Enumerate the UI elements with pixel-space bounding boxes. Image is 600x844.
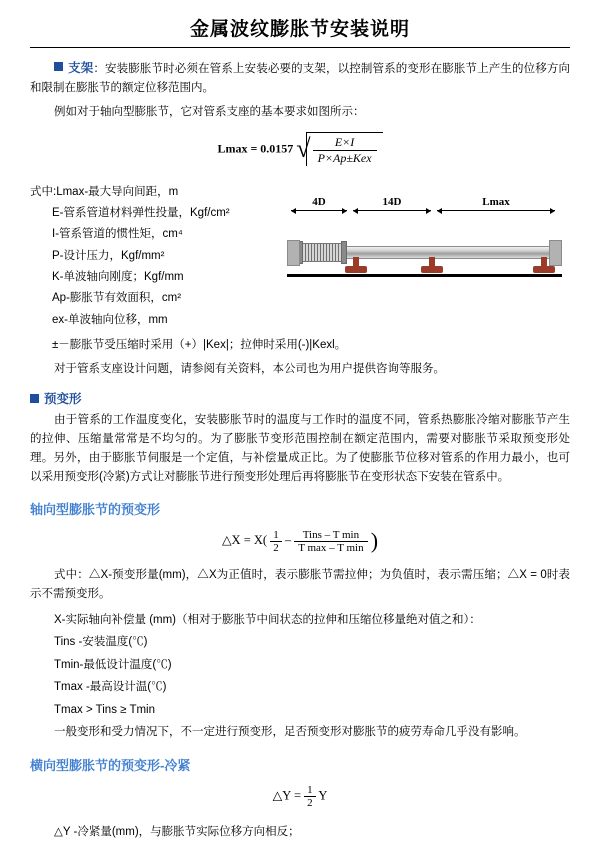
formula-delta-y-lhs: △Y = [272,788,302,803]
formula-half-y [304,784,316,809]
definitions-list [30,182,285,331]
section-predeform-heading-label: 预变形 [44,392,82,406]
dimension-14d-label: 14D [382,195,402,208]
formula-delta-x [30,528,570,554]
axial-note-6: 一般变形和受力情况下，不一定进行预变形，足否预变形对膨胀节的疲劳寿命几乎没有影响。 [54,725,526,738]
dimension-14d-bar [353,210,431,212]
bellows-expansion-joint [301,243,343,262]
definition-item: ex-单波轴向位移，mm [52,313,168,326]
section-predeform-paragraph: 由于管系的工作温度变化，安装膨胀节时的温度与工作时的温度不同，管系热膨胀冷缩对膨胀节产生的拉伸、压缩量常常是不均匀的。为了膨胀节变形范围控制在额定范围内，需要对膨胀节采取预变形处理。另外，由于膨胀节伺服是一个定值，与补偿量成正比。为了使膨胀节位移对管系的作用力最小，也可以采用预变形(冷紧)方式让对膨胀节进行预变形处理后再将膨胀节在变形状态下安装在管系中。 [30,414,570,483]
document-body [0,58,600,844]
axial-note-2: Tins -安装温度(℃) [54,636,148,649]
formula-temp-denominator: T max – T min [298,541,364,554]
dimension-4d-label: 4D [312,195,326,208]
section-bracket-paragraph2: 例如对于轴向型膨胀节，它对管系支座的基本要求如图所示： [54,105,365,118]
formula-delta-y-rhs: Y [318,788,328,803]
support-stem [353,257,359,266]
formula-lmax-numerator: E×I [313,135,377,151]
lateral-note: △Y -冷紧量(mm)，与膨胀节实际位移方向相反； [54,826,300,839]
formula-delta-y [30,784,570,809]
page-title: 金属波纹膨胀节安装说明 [189,19,410,40]
formula-minus: – [284,532,292,547]
formula-temp-numerator: Tins – T min [294,529,367,542]
formula-lmax-denominator: P×Ap±Kex [317,150,372,165]
section-bracket-paragraph1: 支架：安装膨胀节时必须在管系上安装必要的支架，以控制管系的变形在膨胀节上产生的位移方向和限制在膨胀节的额定位移范围内。 [30,61,571,94]
pipe-support-diagram [287,196,562,296]
support-base [533,266,555,273]
definition-item: K-单波轴向刚度；Kgf/mm [52,270,184,283]
definition-item: E-管系管道材料弹性投量，Kgf/cm² [52,207,230,220]
formula-half-y-numerator: 1 [304,784,316,797]
pipe-support-1 [345,257,367,274]
formula-half-denominator: 2 [273,541,279,554]
formula-temp-fraction [294,529,367,554]
axial-note-1: X-实际轴向补偿量 (mm)（相对于膨胀节中间状态的拉伸和压缩位移量绝对值之和）： [54,613,481,626]
definitions-column [30,178,285,335]
blue-square-icon [30,394,39,403]
dimension-lmax-label: Lmax [482,195,510,208]
subsection-lateral-heading: 横向型膨胀节的预变形-冷紧 [30,758,191,774]
formula-half [270,529,282,554]
dimension-14d [353,196,431,212]
subsection-axial-heading: 轴向型膨胀节的预变形 [30,501,161,517]
axial-note-0: 式中：△X-预变形量(mm)，△X为正值时，表示膨胀节需拉伸；为负值时，表示需压缩；△X = 0时表示不需预变形。 [30,568,570,600]
document-page [0,14,600,839]
pipe-support-2 [421,257,443,274]
title-rule [30,47,570,48]
definition-last-row [30,335,570,356]
support-base [421,266,443,273]
sqrt-icon: √ [296,133,311,163]
pipe-assembly [287,220,562,282]
formula-delta-x-lhs: △X = X( [221,532,268,547]
diagram-column [285,178,570,296]
support-stem [541,257,547,266]
definition-item: I-管系管道的惯性矩，cm⁴ [52,228,183,241]
section-bracket-text1: 安装膨胀节时必须在管系上安装必要的支架，以控制管系的变形在膨胀节上产生的位移方向和限制在膨胀节的额定位移范围内。 [30,63,571,94]
formula-lmax-box [211,130,388,168]
dimension-lmax-bar [437,210,555,212]
formula-lmax [30,130,570,168]
definition-item: ±－膨胀节受压缩时采用（+）|Kex|；拉伸时采用(-)|Kexl。 [52,338,347,351]
formula-half-y-denominator: 2 [307,797,313,810]
section-predeform-heading [30,389,570,407]
anchor-block-left [287,240,300,266]
blue-square-icon [54,62,63,71]
definition-item: Ap-膨胀节有效面积，cm² [52,292,182,305]
ground-line [287,274,562,277]
axial-note-5: Tmax > Tins ≥ Tmin [54,703,155,716]
formula-half-numerator: 1 [270,529,282,542]
pipe-support-3 [533,257,555,274]
section-bracket-heading: 支架 [68,61,94,75]
formula-lmax-radicand [306,132,383,166]
definition-item: 式中:Lmax-最大导向间距，m [30,185,179,198]
note-paragraph: 对于管系支座设计问题，请参阅有关资料，本公司也为用户提供咨询等服务。 [54,363,445,376]
dimension-4d [291,196,347,212]
support-stem [429,257,435,266]
dimension-4d-bar [291,210,347,212]
formula-paren-close: ) [370,527,379,553]
formula-lmax-fraction [313,135,377,166]
axial-note-4: Tmax -最高设计温(℃) [54,681,167,694]
formula-lmax-lhs: Lmax = 0.0157 [217,141,294,156]
definition-item: P-设计压力，Kgf/mm² [52,249,165,262]
support-base [345,266,367,273]
diagram-dimension-row [287,196,562,218]
dimension-lmax [437,196,555,212]
axial-note-3: Tmin-最低设计温度(℃) [54,658,172,671]
definitions-and-diagram [30,178,570,335]
